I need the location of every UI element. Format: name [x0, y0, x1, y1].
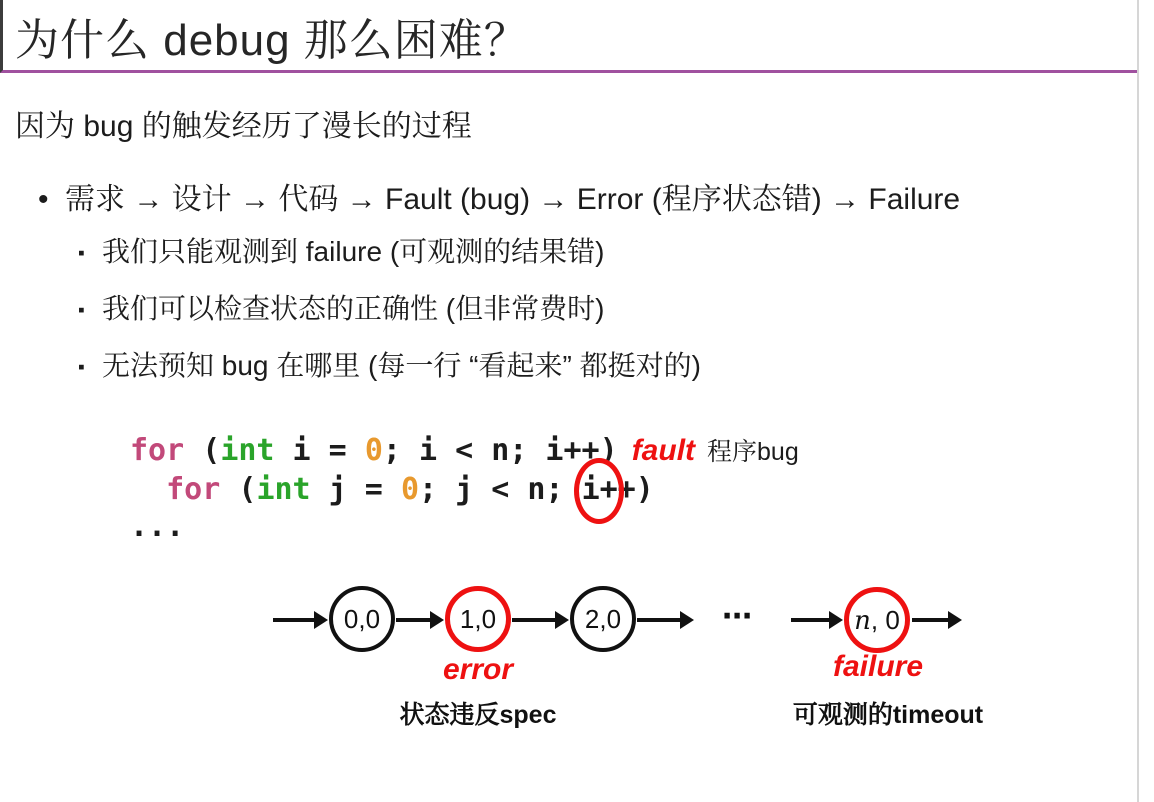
- transition-arrow-start: [273, 618, 315, 622]
- code-block: [130, 432, 799, 545]
- ellipsis-dots: ⋯: [722, 600, 754, 633]
- code-token: i =: [274, 433, 365, 468]
- sub-bullet-observe-failure: ▪ 我们只能观测到 failure (可观测的结果错): [78, 236, 701, 270]
- code-token: (: [220, 472, 257, 507]
- code-line-3: ...: [130, 509, 185, 544]
- slide-header: [0, 0, 1139, 73]
- error-caption: 状态违反spec: [399, 701, 557, 729]
- fault-label: fault: [631, 434, 696, 467]
- buggy-increment-token: [582, 472, 636, 507]
- number-token: 0: [400, 472, 419, 507]
- state-node-2-0: [570, 586, 636, 652]
- failure-label: failure: [832, 650, 924, 683]
- type-token: int: [220, 433, 275, 468]
- code-token: [130, 472, 166, 507]
- keyword-token: for: [166, 472, 221, 507]
- transition-arrow-end: [912, 618, 949, 622]
- error-label: error: [442, 653, 514, 686]
- code-token: i++: [581, 472, 636, 507]
- sub-bullet-check-state: ▪ 我们可以检查状态的正确性 (但非常费时): [78, 293, 701, 327]
- code-token: ; i < n; i++): [382, 433, 618, 468]
- node-label: 1,0: [459, 603, 497, 634]
- code-token: (: [184, 433, 221, 468]
- code-token: j =: [310, 472, 401, 507]
- sub-bullet-list: [78, 236, 701, 407]
- lead-text: 因为 bug 的触发经历了漫长的过程: [15, 110, 472, 143]
- math-variable-n: n: [854, 605, 871, 636]
- state-node-n-0-failure: [844, 587, 910, 653]
- transition-arrow: [512, 618, 556, 622]
- code-line-1: [130, 432, 799, 471]
- sub-bullet-unknown-bug-location: ▪ 无法预知 bug 在哪里 (每一行 “看起来” 都挺对的): [78, 350, 701, 384]
- transition-arrow: [396, 618, 431, 622]
- number-token: 0: [364, 433, 383, 468]
- state-diagram: [0, 585, 1154, 745]
- node-label: 2,0: [584, 603, 622, 634]
- transition-arrow: [637, 618, 681, 622]
- transition-arrow: [791, 618, 830, 622]
- fault-note: 程序bug: [707, 438, 799, 466]
- page-title: 为什么 debug 那么困难？: [15, 16, 529, 65]
- keyword-token: for: [130, 433, 185, 468]
- failure-caption: 可观测的timeout: [792, 701, 984, 729]
- type-token: int: [256, 472, 311, 507]
- node-label: 0,0: [343, 603, 381, 634]
- node-label: [854, 605, 900, 636]
- code-line-2: [130, 471, 799, 508]
- node-label-suffix: , 0: [870, 604, 900, 635]
- state-node-0-0: [329, 586, 395, 652]
- process-chain-bullet: • 需求 → 设计 → 代码 → Fault (bug) → Error (程序状态错) → Failure: [38, 174, 960, 218]
- code-token: ; j < n;: [419, 472, 582, 507]
- code-token: ): [635, 472, 654, 507]
- state-node-1-0-error: [445, 586, 511, 652]
